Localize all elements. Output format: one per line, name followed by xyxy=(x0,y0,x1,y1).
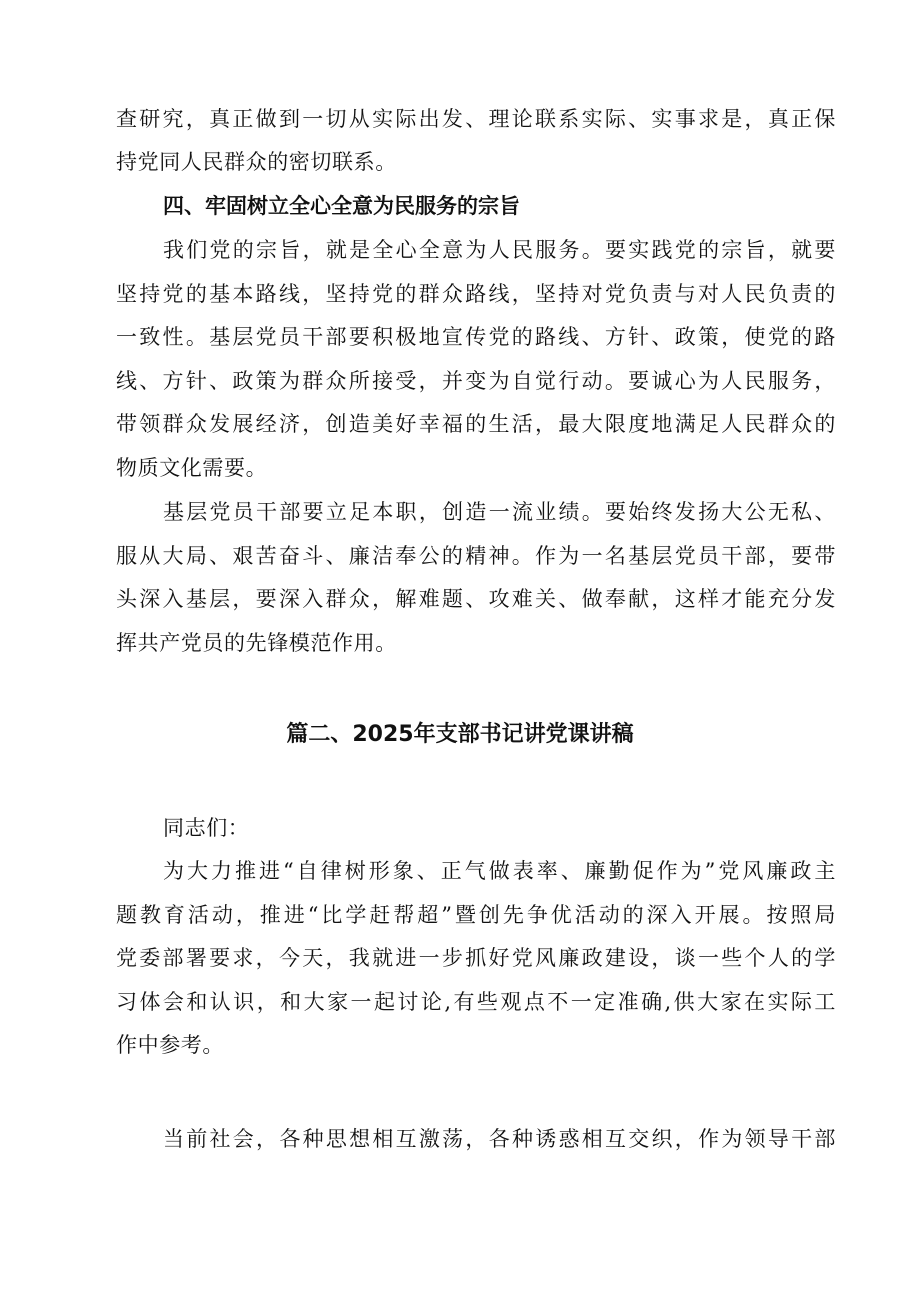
paragraph-line: 作中参考。 xyxy=(116,1033,224,1057)
paragraph-line: 线、方针、政策为群众所接受，并变为自觉行动。要诚心为人民服务， xyxy=(116,369,836,393)
paragraph-line: 头深入基层，要深入群众，解难题、攻难关、做奉献，这样才能充分发 xyxy=(116,587,836,611)
paragraph-line: 一致性。基层党员干部要积极地宣传党的路线、方针、政策，使党的路 xyxy=(116,325,836,349)
paragraph-line: 基层党员干部要立足本职，创造一流业绩。要始终发扬大公无私、 xyxy=(163,500,836,524)
paragraph-line: 挥共产党员的先锋模范作用。 xyxy=(116,631,397,655)
paragraph-line: 物质文化需要。 xyxy=(116,456,268,480)
section-heading: 四、牢固树立全心全意为民服务的宗旨 xyxy=(163,194,520,218)
paragraph-line: 当前社会，各种思想相互激荡，各种诱惑相互交织，作为领导干部 xyxy=(163,1127,836,1151)
paragraph-line: 为大力推进“自律树形象、正气做表率、廉勤促作为”党风廉政主 xyxy=(163,859,836,883)
paragraph-line: 习体会和认识，和大家一起讨论,有些观点不一定准确,供大家在实际工 xyxy=(116,990,836,1014)
paragraph-line: 党委部署要求，今天，我就进一步抓好党风廉政建设，谈一些个人的学 xyxy=(116,946,836,970)
paragraph-line: 我们党的宗旨，就是全心全意为人民服务。要实践党的宗旨，就要 xyxy=(163,238,836,262)
paragraph-line: 题教育活动，推进“比学赶帮超”暨创先争优活动的深入开展。按照局 xyxy=(116,903,836,927)
paragraph-line: 服从大局、艰苦奋斗、廉洁奉公的精神。作为一名基层党员干部，要带 xyxy=(116,544,836,568)
continuation-line-1: 查研究，真正做到一切从实际出发、理论联系实际、实事求是，真正保 xyxy=(116,107,836,131)
salutation: 同志们： xyxy=(163,816,250,840)
paragraph-line: 坚持党的基本路线，坚持党的群众路线，坚持对党负责与对人民负责的 xyxy=(116,282,836,306)
part-title: 篇二、2025年支部书记讲党课讲稿 xyxy=(286,722,634,747)
continuation-line-2: 持党同人民群众的密切联系。 xyxy=(116,150,397,174)
paragraph-line: 带领群众发展经济，创造美好幸福的生活，最大限度地满足人民群众的 xyxy=(116,412,836,436)
